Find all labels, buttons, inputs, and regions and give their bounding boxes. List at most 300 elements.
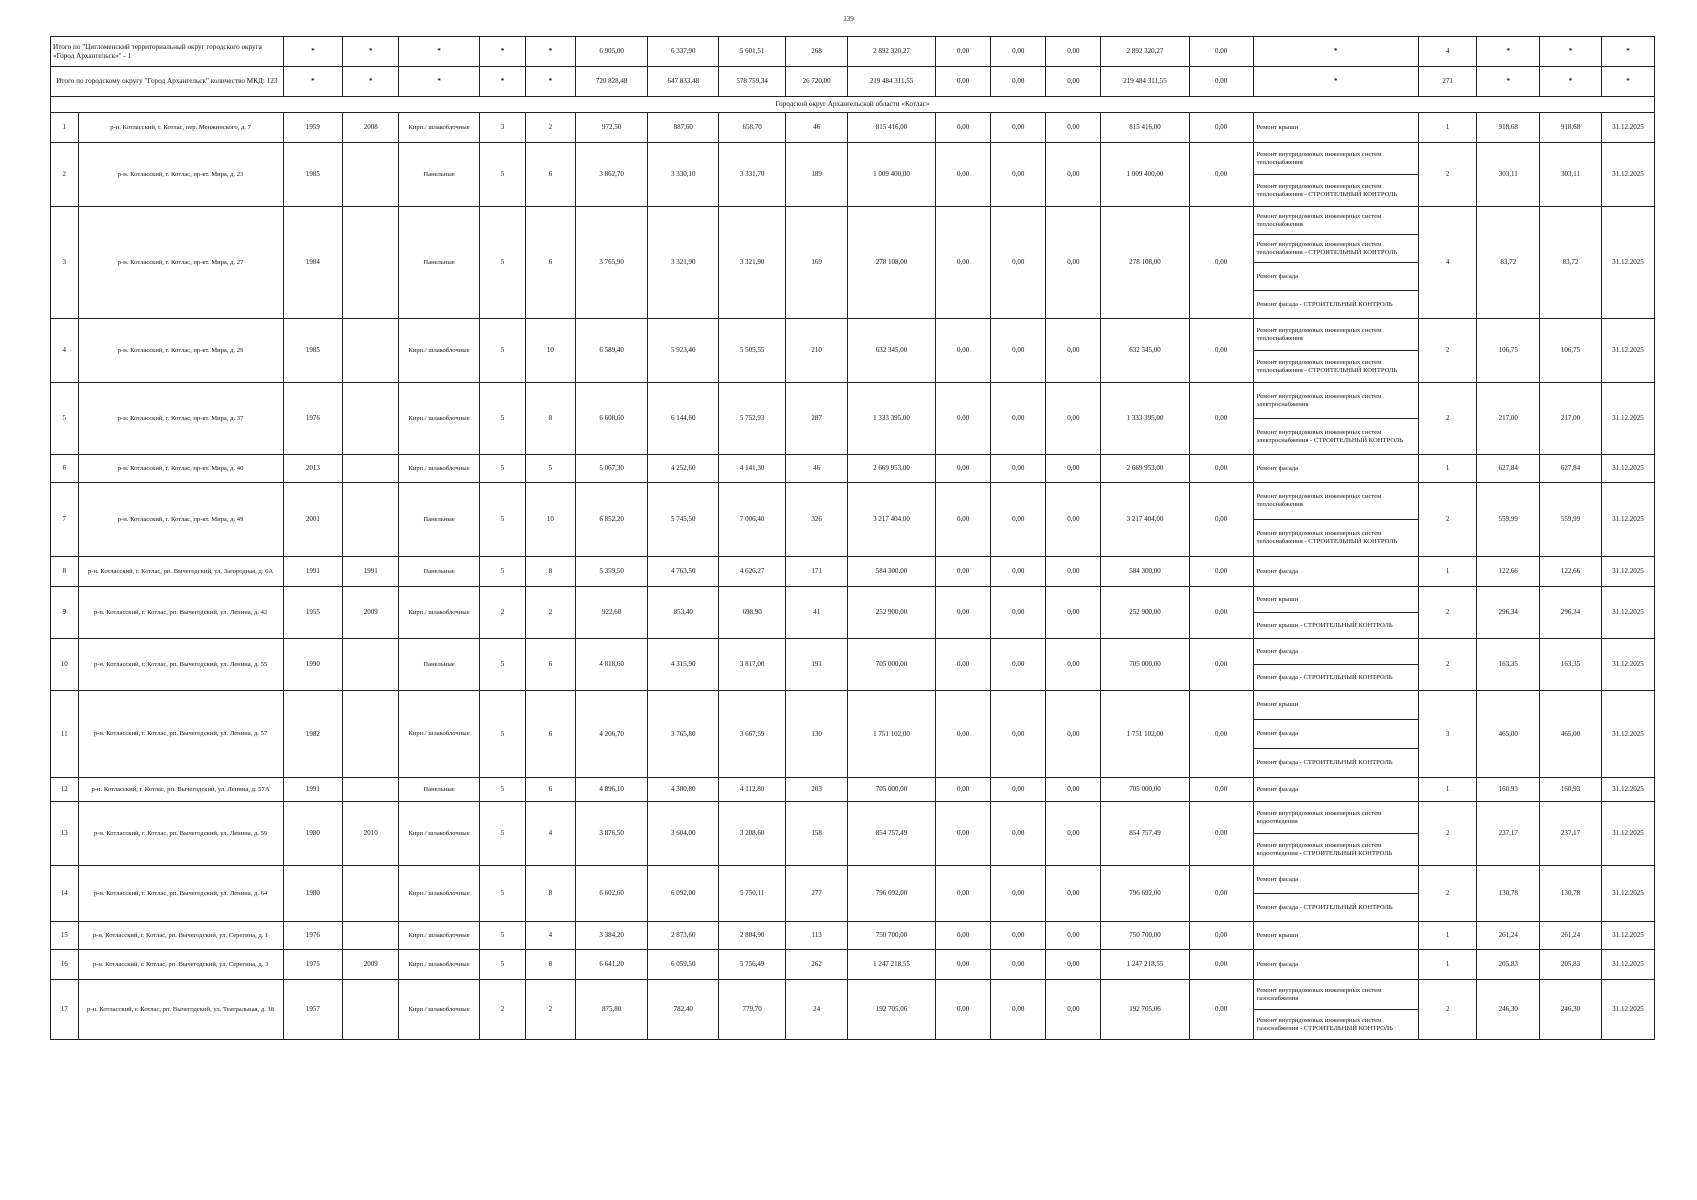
total-works: *	[1253, 67, 1418, 97]
address-cell: р-н. Котласский, г. Котлас, рп. Вычегодский, ул. Ленина, д. 42	[78, 587, 283, 639]
works-count-cell: 2	[1418, 319, 1476, 383]
area-rooms-cell: 3 330,10	[648, 143, 719, 207]
works-cell	[1253, 587, 1418, 639]
year-repair-cell	[343, 778, 399, 802]
capital-repair-register-table	[50, 36, 1655, 1040]
funding-f1-cell: 0,00	[936, 383, 991, 455]
page-number: 139	[843, 15, 854, 23]
residents-cell: 171	[786, 557, 848, 587]
address-cell: р-н. Котласский, г. Котлас, рп. Вычегодский, ул. Ленина, д. 57	[78, 691, 283, 778]
funding-f3-cell: 0,00	[1046, 802, 1101, 866]
total-residents: 26 720,00	[786, 67, 848, 97]
funding-f1-cell: 0,00	[936, 980, 991, 1040]
unit-cost-2-cell: 303,11	[1540, 143, 1602, 207]
wall-material-cell: Панельные	[399, 778, 479, 802]
entrances-cell: 6	[526, 691, 576, 778]
funding-f2-cell: 0,00	[991, 113, 1046, 143]
table-row	[51, 383, 1655, 455]
year-built-cell: 1985	[283, 319, 343, 383]
unit-cost-2-cell: 163,35	[1540, 639, 1602, 691]
work-item: Ремонт фасада	[1256, 647, 1299, 655]
area-total-cell: 6 641,20	[575, 950, 648, 980]
unit-cost-2-cell: 122,66	[1540, 557, 1602, 587]
funding-f5-cell: 0,00	[1189, 950, 1253, 980]
wall-material-cell: Кирп./ шлакоблочные	[399, 319, 479, 383]
funding-f3-cell: 0,00	[1046, 587, 1101, 639]
total-works-count: 271	[1418, 67, 1476, 97]
deadline-cell: 31.12.2025	[1601, 319, 1654, 383]
address-cell: р-н. Котласский, г. Котлас, пр-кт. Мира, д. 37	[78, 383, 283, 455]
entrances-cell: 8	[526, 557, 576, 587]
funding-f1-cell: 0,00	[936, 639, 991, 691]
funding-f3-cell: 0,00	[1046, 639, 1101, 691]
area-rooms-cell: 6 092,00	[648, 866, 719, 922]
row-number: 5	[51, 383, 79, 455]
funding-f2-cell: 0,00	[991, 143, 1046, 207]
works-count-cell: 1	[1418, 557, 1476, 587]
work-item: Ремонт фасада	[1256, 960, 1299, 968]
unit-cost-1-cell: 163,35	[1477, 639, 1540, 691]
wall-material-cell: Панельные	[399, 207, 479, 319]
works-count-cell: 2	[1418, 143, 1476, 207]
funding-f2-cell: 0,00	[991, 587, 1046, 639]
unit-cost-1-cell: 217,00	[1477, 383, 1540, 455]
area-total-cell: 3 876,50	[575, 802, 648, 866]
unit-cost-1-cell: 303,11	[1477, 143, 1540, 207]
work-item: Ремонт крыши - СТРОИТЕЛЬНЫЙ КОНТРОЛЬ	[1254, 612, 1418, 638]
funding-f3-cell: 0,00	[1046, 383, 1101, 455]
work-item: Ремонт внутридомовых инженерных систем электроснабжения - СТРОИТЕЛЬНЫЙ КОНТРОЛЬ	[1254, 418, 1418, 454]
total-row	[51, 37, 1655, 67]
row-number: 7	[51, 483, 79, 557]
funding-f5-cell: 0,00	[1189, 802, 1253, 866]
funding-f3-cell: 0,00	[1046, 113, 1101, 143]
funding-f2-cell: 0,00	[991, 483, 1046, 557]
total-date: *	[1601, 37, 1654, 67]
work-item: Ремонт фасада	[1254, 262, 1418, 290]
table-row	[51, 802, 1655, 866]
work-item: Ремонт внутридомовых инженерных систем теплоснабжения - СТРОИТЕЛЬНЫЙ КОНТРОЛЬ	[1254, 174, 1418, 206]
deadline-cell: 31.12.2025	[1601, 587, 1654, 639]
table-row	[51, 207, 1655, 319]
residents-cell: 210	[786, 319, 848, 383]
cost-total-cell: 1 751 102,00	[847, 691, 935, 778]
funding-f2-cell: 0,00	[991, 383, 1046, 455]
funding-f5-cell: 0,00	[1189, 483, 1253, 557]
funding-f3-cell: 0,00	[1046, 455, 1101, 483]
total-cost-total: 219 484 311,55	[847, 67, 935, 97]
table-row	[51, 639, 1655, 691]
deadline-cell: 31.12.2025	[1601, 639, 1654, 691]
wall-material-cell: Кирп./ шлакоблочные	[399, 383, 479, 455]
funding-f4-cell: 278 108,00	[1101, 207, 1189, 319]
area-rooms-cell: 853,40	[648, 587, 719, 639]
total-cell-c2: *	[343, 37, 399, 67]
funding-f5-cell: 0,00	[1189, 319, 1253, 383]
work-item: Ремонт внутридомовых инженерных систем теплоснабжения - СТРОИТЕЛЬНЫЙ КОНТРОЛЬ	[1254, 350, 1418, 382]
funding-f4-cell: 2 669 953,00	[1101, 455, 1189, 483]
work-item: Ремонт фасада	[1256, 785, 1299, 793]
area-residential-cell: 2 804,90	[718, 922, 785, 950]
work-item: Ремонт крыши	[1256, 123, 1299, 131]
year-built-cell: 1975	[283, 950, 343, 980]
year-built-cell: 2013	[283, 455, 343, 483]
works-count-cell: 1	[1418, 113, 1476, 143]
area-total-cell: 922,60	[575, 587, 648, 639]
address-cell: р-н. Котласский, г. Котлас, рп. Вычегодский, ул. Серегина, д. 1	[78, 922, 283, 950]
year-built-cell: 1990	[283, 639, 343, 691]
unit-cost-1-cell: 83,72	[1477, 207, 1540, 319]
total-u2: *	[1540, 37, 1602, 67]
residents-cell: 158	[786, 802, 848, 866]
year-repair-cell	[343, 383, 399, 455]
area-total-cell: 5 359,50	[575, 557, 648, 587]
work-item: Ремонт внутридомовых инженерных систем теплоснабжения - СТРОИТЕЛЬНЫЙ КОНТРОЛЬ	[1254, 519, 1418, 556]
unit-cost-2-cell: 296,34	[1540, 587, 1602, 639]
funding-f1-cell: 0,00	[936, 866, 991, 922]
funding-f1-cell: 0,00	[936, 113, 991, 143]
area-total-cell: 3 765,90	[575, 207, 648, 319]
wall-material-cell: Панельные	[399, 639, 479, 691]
year-repair-cell	[343, 922, 399, 950]
works-count-cell: 2	[1418, 639, 1476, 691]
funding-f5-cell: 0,00	[1189, 922, 1253, 950]
funding-f2-cell: 0,00	[991, 802, 1046, 866]
area-rooms-cell: 3 321,90	[648, 207, 719, 319]
entrances-cell: 2	[526, 587, 576, 639]
year-built-cell: 1985	[283, 143, 343, 207]
funding-f5-cell: 0,00	[1189, 587, 1253, 639]
funding-f3-cell: 0,00	[1046, 980, 1101, 1040]
year-built-cell: 1984	[283, 207, 343, 319]
funding-f5-cell: 0,00	[1189, 557, 1253, 587]
residents-cell: 46	[786, 113, 848, 143]
works-count-cell: 4	[1418, 207, 1476, 319]
row-number: 4	[51, 319, 79, 383]
table-row	[51, 143, 1655, 207]
unit-cost-2-cell: 83,72	[1540, 207, 1602, 319]
total-f5: 0,00	[1189, 67, 1253, 97]
floors-cell: 5	[479, 319, 525, 383]
cost-total-cell: 2 669 953,00	[847, 455, 935, 483]
works-count-cell: 1	[1418, 455, 1476, 483]
entrances-cell: 5	[526, 455, 576, 483]
row-number: 10	[51, 639, 79, 691]
unit-cost-2-cell: 918,68	[1540, 113, 1602, 143]
row-number: 17	[51, 980, 79, 1040]
floors-cell: 3	[479, 113, 525, 143]
entrances-cell: 2	[526, 113, 576, 143]
wall-material-cell: Панельные	[399, 143, 479, 207]
residents-cell: 130	[786, 691, 848, 778]
work-item: Ремонт внутридомовых инженерных систем теплоснабжения	[1256, 493, 1382, 508]
row-number: 1	[51, 113, 79, 143]
address-cell: р-н. Котласский, г. Котлас, рп. Вычегодский, ул. Ленина, д. 55	[78, 639, 283, 691]
deadline-cell: 31.12.2025	[1601, 691, 1654, 778]
funding-f2-cell: 0,00	[991, 319, 1046, 383]
table-row	[51, 980, 1655, 1040]
funding-f3-cell: 0,00	[1046, 950, 1101, 980]
area-residential-cell: 4 626,27	[718, 557, 785, 587]
funding-f5-cell: 0,00	[1189, 383, 1253, 455]
table-row	[51, 691, 1655, 778]
total-cell-c5: *	[526, 37, 576, 67]
deadline-cell: 31.12.2025	[1601, 866, 1654, 922]
total-cell-c3: *	[399, 67, 479, 97]
unit-cost-1-cell: 130,78	[1477, 866, 1540, 922]
floors-cell: 5	[479, 383, 525, 455]
area-residential-cell: 658,70	[718, 113, 785, 143]
work-item: Ремонт внутридомовых инженерных систем теплоснабжения	[1256, 212, 1382, 228]
area-total-cell: 6 852,20	[575, 483, 648, 557]
unit-cost-1-cell: 465,00	[1477, 691, 1540, 778]
total-row	[51, 67, 1655, 97]
funding-f4-cell: 854 757,49	[1101, 802, 1189, 866]
floors-cell: 5	[479, 207, 525, 319]
total-date: *	[1601, 67, 1654, 97]
area-rooms-cell: 5 745,50	[648, 483, 719, 557]
funding-f4-cell: 1 009 400,00	[1101, 143, 1189, 207]
cost-total-cell: 1 333 395,00	[847, 383, 935, 455]
funding-f5-cell: 0,00	[1189, 778, 1253, 802]
funding-f4-cell: 252 900,00	[1101, 587, 1189, 639]
area-rooms-cell: 2 873,60	[648, 922, 719, 950]
floors-cell: 5	[479, 691, 525, 778]
unit-cost-1-cell: 627,84	[1477, 455, 1540, 483]
residents-cell: 46	[786, 455, 848, 483]
year-repair-cell: 2009	[343, 587, 399, 639]
funding-f4-cell: 705 000,00	[1101, 778, 1189, 802]
funding-f3-cell: 0,00	[1046, 143, 1101, 207]
total-works: *	[1253, 37, 1418, 67]
row-number: 2	[51, 143, 79, 207]
residents-cell: 277	[786, 866, 848, 922]
cost-total-cell: 815 416,00	[847, 113, 935, 143]
total-f2: 0,00	[991, 37, 1046, 67]
unit-cost-1-cell: 246,30	[1477, 980, 1540, 1040]
wall-material-cell: Панельные	[399, 557, 479, 587]
row-number: 14	[51, 866, 79, 922]
funding-f3-cell: 0,00	[1046, 483, 1101, 557]
address-cell: р-н. Котласский, г. Котлас, пр-кт. Мира, д. 29	[78, 319, 283, 383]
table-row	[51, 557, 1655, 587]
total-area-residential: 578 759,34	[718, 67, 785, 97]
unit-cost-1-cell: 160,93	[1477, 778, 1540, 802]
area-rooms-cell: 5 923,40	[648, 319, 719, 383]
total-label: Итого по городскому округу "Город Архангельск" количество МКД: 123	[51, 67, 284, 97]
area-total-cell: 3 384,20	[575, 922, 648, 950]
address-cell: р-н. Котласский, г. Котлас, рп. Вычегодский, ул. Серегина, д. 3	[78, 950, 283, 980]
floors-cell: 5	[479, 557, 525, 587]
row-number: 3	[51, 207, 79, 319]
area-residential-cell: 779,70	[718, 980, 785, 1040]
cost-total-cell: 854 757,49	[847, 802, 935, 866]
unit-cost-2-cell: 559,99	[1540, 483, 1602, 557]
section-title: Городской округ Архангельской области «Котлас»	[51, 97, 1655, 113]
floors-cell: 5	[479, 802, 525, 866]
funding-f1-cell: 0,00	[936, 922, 991, 950]
funding-f2-cell: 0,00	[991, 980, 1046, 1040]
work-item: Ремонт фасада - СТРОИТЕЛЬНЫЙ КОНТРОЛЬ	[1254, 748, 1418, 777]
total-f1: 0,00	[936, 67, 991, 97]
funding-f4-cell: 1 333 395,00	[1101, 383, 1189, 455]
deadline-cell: 31.12.2025	[1601, 207, 1654, 319]
row-number: 6	[51, 455, 79, 483]
work-item: Ремонт фасада	[1256, 875, 1299, 883]
year-repair-cell	[343, 483, 399, 557]
works-cell	[1253, 802, 1418, 866]
table-row	[51, 950, 1655, 980]
funding-f2-cell: 0,00	[991, 922, 1046, 950]
work-item: Ремонт фасада	[1256, 464, 1299, 472]
work-item: Ремонт внутридомовых инженерных систем газоснабжения	[1256, 986, 1382, 1002]
table-row	[51, 866, 1655, 922]
total-f1: 0,00	[936, 37, 991, 67]
unit-cost-1-cell: 296,34	[1477, 587, 1540, 639]
work-item: Ремонт внутридомовых инженерных систем водоотведения - СТРОИТЕЛЬНЫЙ КОНТРОЛЬ	[1254, 833, 1418, 865]
unit-cost-1-cell: 237,17	[1477, 802, 1540, 866]
area-total-cell: 4 206,70	[575, 691, 648, 778]
funding-f3-cell: 0,00	[1046, 207, 1101, 319]
deadline-cell: 31.12.2025	[1601, 483, 1654, 557]
address-cell: р-н. Котласский, г. Котлас, пр-кт. Мира, д. 40	[78, 455, 283, 483]
area-total-cell: 4 818,60	[575, 639, 648, 691]
deadline-cell: 31.12.2025	[1601, 980, 1654, 1040]
year-built-cell: 1957	[283, 980, 343, 1040]
address-cell: р-н. Котласский, г. Котлас, рп. Вычегодский, ул. Ленина, д. 57А	[78, 778, 283, 802]
year-repair-cell	[343, 866, 399, 922]
cost-total-cell: 192 705,06	[847, 980, 935, 1040]
area-total-cell: 6 608,60	[575, 383, 648, 455]
funding-f2-cell: 0,00	[991, 778, 1046, 802]
table-row	[51, 922, 1655, 950]
work-item: Ремонт внутридомовых инженерных систем теплоснабжения	[1256, 326, 1382, 342]
unit-cost-1-cell: 205,83	[1477, 950, 1540, 980]
cost-total-cell: 705 000,00	[847, 778, 935, 802]
works-count-cell: 2	[1418, 587, 1476, 639]
wall-material-cell: Кирп./ шлакоблочные	[399, 802, 479, 866]
floors-cell: 5	[479, 455, 525, 483]
total-u1: *	[1477, 37, 1540, 67]
funding-f4-cell: 815 416,00	[1101, 113, 1189, 143]
total-cell-c2: *	[343, 67, 399, 97]
year-repair-cell	[343, 691, 399, 778]
year-repair-cell	[343, 980, 399, 1040]
address-cell: р-н. Котласский, г. Котлас, рп. Вычегодский, ул. Загородная, д. 6А	[78, 557, 283, 587]
table-row	[51, 455, 1655, 483]
works-count-cell: 2	[1418, 383, 1476, 455]
funding-f1-cell: 0,00	[936, 587, 991, 639]
wall-material-cell: Кирп./ шлакоблочные	[399, 980, 479, 1040]
total-f3: 0,00	[1046, 37, 1101, 67]
funding-f3-cell: 0,00	[1046, 691, 1101, 778]
total-label: Итого по "Цигломенский территориальный округ городского округа «Город Архангельск»" - 1	[51, 37, 284, 67]
funding-f1-cell: 0,00	[936, 207, 991, 319]
year-built-cell: 2001	[283, 483, 343, 557]
wall-material-cell: Кирп./ шлакоблочные	[399, 691, 479, 778]
area-residential-cell: 3 321,90	[718, 207, 785, 319]
year-repair-cell	[343, 455, 399, 483]
area-residential-cell: 5 756,49	[718, 950, 785, 980]
funding-f4-cell: 750 700,00	[1101, 922, 1189, 950]
funding-f2-cell: 0,00	[991, 557, 1046, 587]
funding-f2-cell: 0,00	[991, 207, 1046, 319]
row-number: 11	[51, 691, 79, 778]
year-built-cell: 1980	[283, 866, 343, 922]
year-built-cell: 1976	[283, 922, 343, 950]
year-repair-cell: 2010	[343, 802, 399, 866]
area-rooms-cell: 4 763,50	[648, 557, 719, 587]
floors-cell: 2	[479, 980, 525, 1040]
total-cell-c4: *	[479, 37, 525, 67]
funding-f3-cell: 0,00	[1046, 866, 1101, 922]
year-built-cell: 1982	[283, 691, 343, 778]
cost-total-cell: 750 700,00	[847, 922, 935, 950]
total-area-total: 720 828,48	[575, 67, 648, 97]
residents-cell: 326	[786, 483, 848, 557]
works-count-cell: 1	[1418, 922, 1476, 950]
deadline-cell: 31.12.2025	[1601, 383, 1654, 455]
floors-cell: 5	[479, 483, 525, 557]
unit-cost-2-cell: 217,00	[1540, 383, 1602, 455]
work-item: Ремонт внутридомовых инженерных систем водоотведения	[1256, 809, 1382, 825]
entrances-cell: 2	[526, 980, 576, 1040]
entrances-cell: 8	[526, 866, 576, 922]
residents-cell: 262	[786, 950, 848, 980]
year-repair-cell	[343, 207, 399, 319]
funding-f3-cell: 0,00	[1046, 557, 1101, 587]
year-built-cell: 1959	[283, 113, 343, 143]
funding-f4-cell: 1 247 218,55	[1101, 950, 1189, 980]
entrances-cell: 8	[526, 383, 576, 455]
works-cell	[1253, 950, 1418, 980]
funding-f1-cell: 0,00	[936, 557, 991, 587]
total-area-rooms: 647 833,48	[648, 67, 719, 97]
funding-f3-cell: 0,00	[1046, 778, 1101, 802]
table-row	[51, 587, 1655, 639]
area-rooms-cell: 3 765,80	[648, 691, 719, 778]
unit-cost-1-cell: 106,75	[1477, 319, 1540, 383]
area-rooms-cell: 6 059,50	[648, 950, 719, 980]
area-residential-cell: 698,90	[718, 587, 785, 639]
funding-f4-cell: 632 345,00	[1101, 319, 1189, 383]
work-item: Ремонт крыши	[1256, 931, 1299, 939]
work-item: Ремонт фасада	[1254, 719, 1418, 748]
works-cell	[1253, 691, 1418, 778]
funding-f1-cell: 0,00	[936, 950, 991, 980]
wall-material-cell: Панельные	[399, 483, 479, 557]
deadline-cell: 31.12.2025	[1601, 557, 1654, 587]
funding-f5-cell: 0,00	[1189, 455, 1253, 483]
total-f3: 0,00	[1046, 67, 1101, 97]
address-cell: р-н. Котласский, г. Котлас, пр-кт. Мира, д. 27	[78, 207, 283, 319]
unit-cost-2-cell: 237,17	[1540, 802, 1602, 866]
entrances-cell: 8	[526, 950, 576, 980]
works-count-cell: 2	[1418, 866, 1476, 922]
area-residential-cell: 5 750,11	[718, 866, 785, 922]
works-count-cell: 2	[1418, 980, 1476, 1040]
cost-total-cell: 3 217 404,00	[847, 483, 935, 557]
area-residential-cell: 4 112,80	[718, 778, 785, 802]
table-row	[51, 319, 1655, 383]
deadline-cell: 31.12.2025	[1601, 455, 1654, 483]
area-total-cell: 6 602,60	[575, 866, 648, 922]
area-residential-cell: 3 331,70	[718, 143, 785, 207]
floors-cell: 5	[479, 950, 525, 980]
wall-material-cell: Кирп./ шлакоблочные	[399, 950, 479, 980]
year-built-cell: 1955	[283, 587, 343, 639]
residents-cell: 191	[786, 639, 848, 691]
